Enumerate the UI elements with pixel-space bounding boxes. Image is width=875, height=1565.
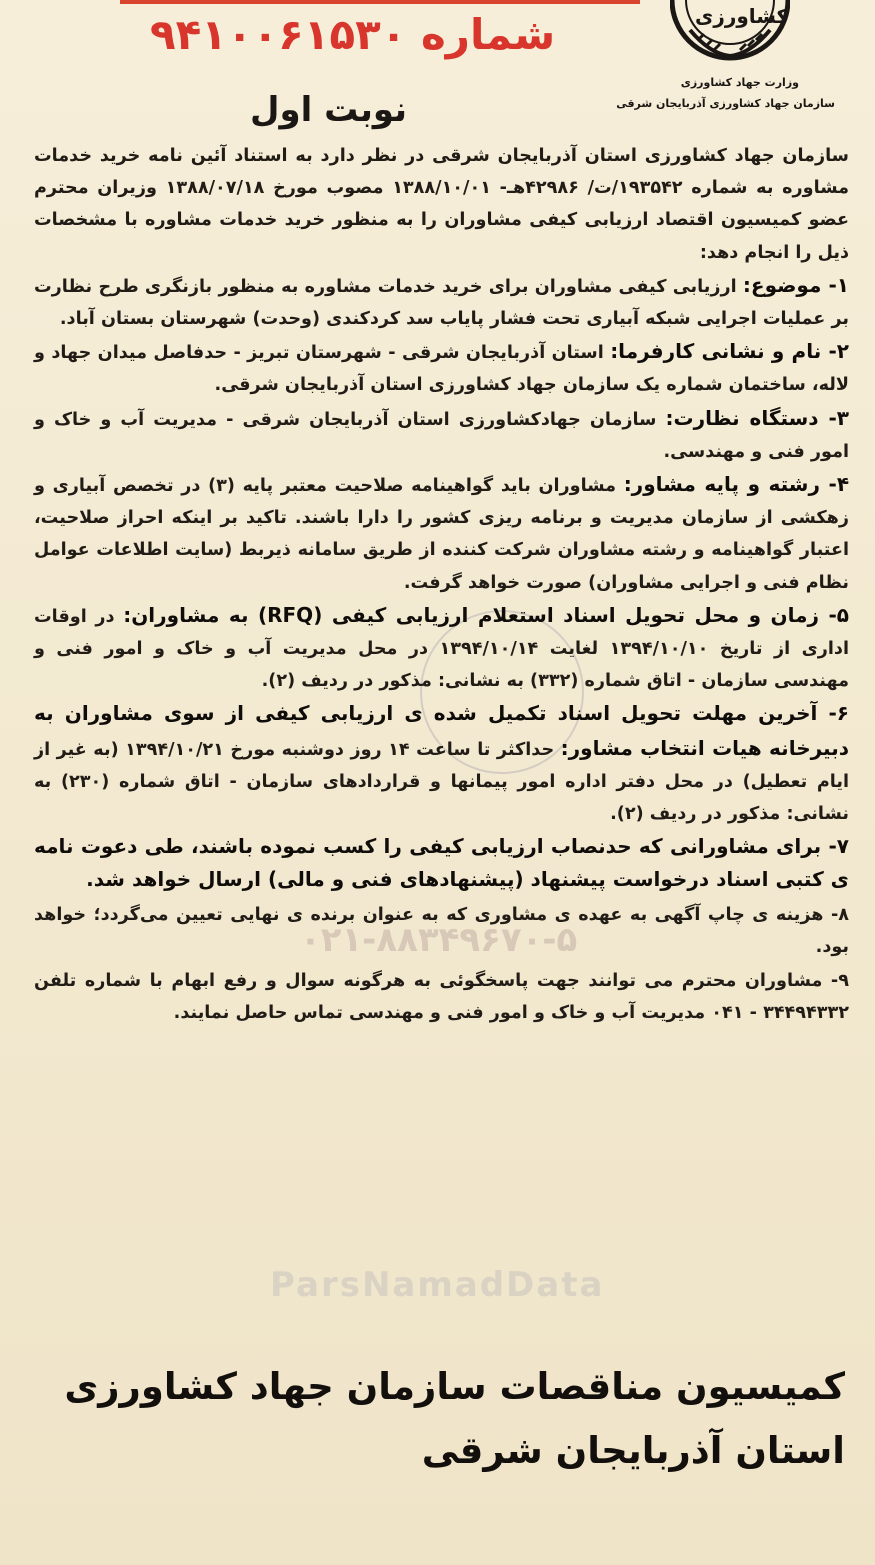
item-heading: ۳- دستگاه نظارت: (665, 405, 849, 430)
item-text: ۹- مشاوران محترم می توانند جهت پاسخگوئی به هرگونه سوال و رفع ابهام با شماره تلفن ۳۴۴۹۴۳۳۲ - ۰۴۱ مدیریت آب و خاک و امور فنی و مهندسی تماس حاصل نمایند. (34, 971, 849, 1024)
item-text: ۸- هزینه ی چاپ آگهی به عهده ی مشاوری که به عنوان برنده ی نهایی تعیین می‌گردد؛ خواهد بود. (34, 904, 849, 957)
notice-body (34, 140, 849, 1029)
item-heading: ۶- آخرین مهلت تحویل اسناد تکمیل شده ی ارزیابی کیفی از سوی مشاوران به دبیرخانه هیات انتخاب مشاور: (34, 701, 849, 760)
item-1 (34, 269, 849, 335)
item-heading: ۵- زمان و محل تحویل اسناد استعلام ارزیابی کیفی (RFQ) به مشاوران: (123, 602, 849, 627)
top-border (120, 0, 640, 4)
signature-line-1: کمیسیون مناقصات سازمان جهاد کشاورزی (64, 1365, 845, 1408)
item-heading: ۷- برای مشاورانی که حدنصاب ارزیابی کیفی را کسب نموده باشند، طی دعوت نامه ی کتبی اسناد درخواست پیشنهاد (پیشنهادهای فنی و مالی) ارسال خواهد شد. (34, 834, 849, 892)
item-6 (34, 697, 849, 830)
item-text: سازمان جهادکشاورزی استان آذربایجان شرقی - مدیریت آب و خاک و امور فنی و مهندسی. (34, 409, 849, 462)
round-title: نوبت اول (250, 90, 407, 130)
item-2 (34, 335, 849, 401)
item-9 (34, 963, 849, 1029)
watermark-phone: ۰۲۱-۸۸۳۴۹۶۷۰-۵ (300, 920, 578, 960)
item-text: حداکثر تا ساعت ۱۴ روز دوشنبه مورخ ۱۳۹۴/۱۰/۲۱ (به غیر از ایام تعطیل) در محل دفتر اداره امور پیمانها و قراردادهای سازمان - اتاق شماره (۲۳۰) به نشانی: مذکور در ردیف (۲). (34, 739, 849, 825)
item-7 (34, 830, 849, 896)
item-heading: ۴- رشته و پایه مشاور: (623, 472, 850, 497)
item-text: مشاوران باید گواهینامه صلاحیت معتبر پایه (۳) در تخصص آبیاری و زهکشی از سازمان مدیریت و برنامه ریزی کشور را دارا باشند. تاکید بر اینکه احراز صلاحیت، اعتبار گواهینامه و رشته مشاوران شرکت کننده از طریق سامانه ذیربط (سایت اطلاعات عوامل نظام فنی و اجرایی مشاوران) صورت خواهد گرفت. (34, 476, 849, 593)
item-3 (34, 402, 849, 468)
ministry-name: وزارت جهاد کشاورزی (680, 76, 799, 89)
logo-text: کشاورزی (695, 4, 789, 28)
item-heading: ۲- نام و نشانی کارفرما: (610, 339, 849, 364)
item-text: ارزیابی کیفی مشاوران برای خرید خدمات مشاوره به منظور بازنگری طرح نظارت بر عملیات اجرایی شبکه آبیاری تحت فشار پایاب سد کردکندی (وحدت) شهرستان بستان آباد. (34, 276, 849, 330)
item-heading: ۱- موضوع: (742, 272, 849, 297)
organization-name: سازمان جهاد کشاورزی آذربایجان شرقی (616, 97, 835, 110)
item-5 (34, 599, 849, 698)
item-text: استان آذربایجان شرقی - شهرستان تبریز - حدفاصل میدان جهاد و لاله، ساختمان شماره یک سازمان جهاد کشاورزی استان آذربایجان شرقی. (34, 343, 849, 396)
item-8 (34, 897, 849, 963)
item-4 (34, 468, 849, 599)
watermark-site: ParsNamadData (270, 1265, 605, 1305)
intro-paragraph: سازمان جهاد کشاورزی استان آذربایجان شرقی در نظر دارد به استناد آئین نامه خرید خدمات مشاوره به شماره ۱۹۳۵۴۲/ت/ ۴۲۹۸۶هـ- ۱۳۸۸/۱۰/۰۱ مصوب مورخ ۱۳۸۸/۰۷/۱۸ وزیران محترم عضو کمیسیون اقتصاد ارزیابی کیفی مشاوران را به منظور خرید خدمات مشاوره با مشخصات ذیل را انجام دهد: (34, 146, 849, 263)
signature-line-2: استان آذربایجان شرقی (421, 1429, 845, 1472)
item-text: در اوقات اداری از تاریخ ۱۳۹۴/۱۰/۱۰ لغایت ۱۳۹۴/۱۰/۱۴ در محل مدیریت آب و خاک و امور فنی و مهندسی سازمان - اتاق شماره (۳۳۲) به نشانی: مذکور در ردیف (۲). (34, 606, 849, 692)
signature-block (25, 1355, 845, 1483)
notice-number: شماره ۹۴۱۰۰۶۱۵۳۰ (150, 10, 556, 59)
